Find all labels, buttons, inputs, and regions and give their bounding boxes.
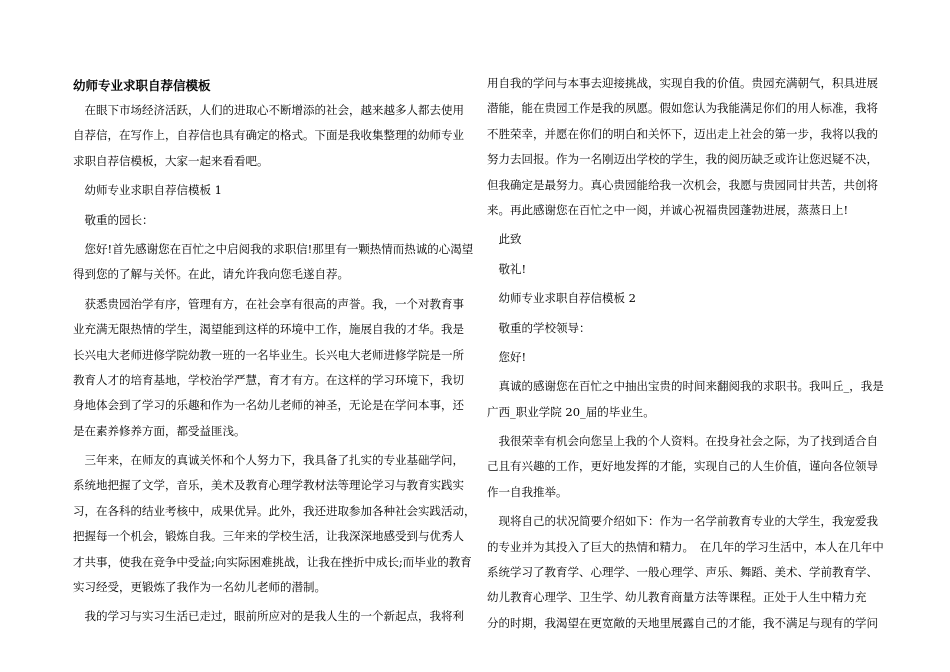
text-line: 我的学习与实习生活已走过，眼前所应对的是我人生的一个新起点，我将利: [73, 609, 464, 624]
text-line: 用自我的学问与本事去迎接挑战，实现自我的价值。贵园充满朝气，积具进展: [487, 76, 878, 90]
text-line: 获悉贵园治学有序，管理有方，在社会享有很高的声誉。我，一个对教育事: [73, 296, 464, 311]
text-line: 幼师专业求职自荐信模板 2: [487, 291, 636, 306]
text-line: 广西_职业学院 20_届的毕业生。: [487, 404, 655, 419]
paragraph: [487, 286, 879, 311]
text-line: 系统地把握了文学，音乐，美术及教育心理学教材法等理论学习与教育实践实: [73, 478, 464, 493]
text-line: 己且有兴趣的工作，更好地发挥的才能，实现自己的人生价值，谨向各位领导: [487, 459, 878, 474]
text-line: 幼儿教育心理学、卫生学、幼儿教育商量方法等课程。正处于人生中精力充: [487, 590, 867, 605]
paragraph: [487, 227, 879, 252]
text-line: 系统学习了教育学、心理学、一般心理学、声乐、舞蹈、美术、学前教育学、: [487, 565, 878, 580]
left-column: [73, 76, 476, 634]
paragraph: [73, 98, 465, 174]
paragraph: [487, 345, 879, 370]
text-line: 敬礼!: [487, 261, 527, 276]
paragraph: [73, 208, 465, 233]
text-line: 敬重的学校领导：: [487, 320, 591, 335]
text-line: 敬重的园长：: [73, 212, 154, 227]
text-line: 作一自我推举。: [487, 484, 568, 499]
paragraph: [487, 71, 879, 223]
text-line: 求职自荐信模板，大家一起来看看吧。: [73, 153, 269, 168]
text-line: 幼师专业求职自荐信模板 1: [73, 183, 222, 198]
text-line: 潜能，能在贵园工作是我的夙愿。假如您认为我能满足你们的用人标准，我将: [487, 101, 878, 116]
right-column: [487, 71, 884, 640]
text-line: 教育人才的培育基地，学校治学严慧，育才有方。在这样的学习环境下，我切: [73, 372, 464, 387]
paragraph: [487, 316, 879, 341]
text-line: 来。再此感谢您在百忙之中一阅，并诚心祝福贵园蓬勃进展，蒸蒸日上!: [487, 202, 849, 217]
text-line: 但我确定是最努力。真心贵园能给我一次机会，我愿与贵园同甘共苦，共创将: [487, 177, 878, 192]
text-line: 自荐信，在写作上，自荐信也具有确定的格式。下面是我收集整理的幼师专业: [73, 128, 464, 143]
text-line: 分的时期，我渴望在更宽敞的天地里展露自己的才能，我不满足与现有的学问: [487, 615, 878, 630]
text-line: 长兴电大老师进修学院幼教一班的一名毕业生。长兴电大老师进修学院是一所: [73, 347, 464, 362]
text-line: 在眼下市场经济活跃，人们的进取心不断增添的社会，越来越多人都去使用: [73, 103, 464, 117]
text-line: 您好!首先感谢您在百忙之中启阅我的求职信!那里有一颗热情而热诚的心渴望: [73, 241, 474, 256]
paragraph: [487, 429, 879, 505]
text-line: 此致: [487, 232, 522, 247]
paragraph: [487, 509, 884, 636]
text-line: 把握每一个机会，锻炼自我。三年来的学校生活，让我深深地感受到与优秀人: [73, 529, 464, 544]
text-line: 才共事，使我在竞争中受益;向实际困难挑战，让我在挫折中成长;而毕业的教育: [73, 554, 472, 569]
text-line: 努力去回报。作为一名刚迈出学校的学生，我的阅历缺乏或许让您迟疑不决，: [487, 152, 878, 167]
text-line: 三年来，在师友的真诚关怀和个人努力下，我具备了扎实的专业基础学问，: [73, 453, 464, 468]
text-line: 是在素养修养方面，都受益匪浅。: [73, 423, 246, 438]
text-line: 实习经受，更锻炼了我作为一名幼儿老师的潜制。: [73, 580, 326, 595]
right-column-body: [487, 71, 884, 636]
left-column-body: [73, 98, 476, 630]
paragraph: [487, 374, 884, 425]
text-line: 真诚的感谢您在百忙之中抽出宝贵的时间来翻阅我的求职书。我叫丘_，我是: [487, 379, 884, 394]
document-title: 幼师专业求职自荐信模板: [73, 78, 211, 93]
paragraph: [73, 178, 465, 203]
text-line: 您好!: [487, 349, 527, 364]
text-line: 得到您的了解与关怀。在此，请允许我向您毛遂自荐。: [73, 267, 349, 282]
text-line: 不胜荣幸，并愿在你们的明白和关怀下，迈出走上社会的第一步，我将以我的: [487, 126, 878, 141]
paragraph: [73, 604, 465, 629]
text-line: 业充满无限热情的学生，渴望能到这样的环境中工作，施展自我的才华。我是: [73, 322, 464, 337]
paragraph: [73, 237, 474, 288]
paragraph: [73, 292, 465, 444]
text-line: 的专业并为其投入了巨大的热情和精力。 在几年的学习生活中，本人在几年中: [487, 539, 884, 554]
text-line: 身地体会到了学习的乐趣和作为一名幼儿老师的神圣，无论是在学问本事，还: [73, 398, 464, 413]
paragraph: [73, 448, 476, 600]
paragraph: [487, 257, 879, 282]
text-line: 我很荣幸有机会向您呈上我的个人资料。在投身社会之际，为了找到适合自: [487, 434, 878, 449]
text-line: 现将自己的状况简要介绍如下：作为一名学前教育专业的大学生，我宠爱我: [487, 514, 878, 529]
text-line: 习，在各科的结业考核中，成果优异。此外，我还进取参加各种社会实践活动，: [73, 503, 476, 518]
